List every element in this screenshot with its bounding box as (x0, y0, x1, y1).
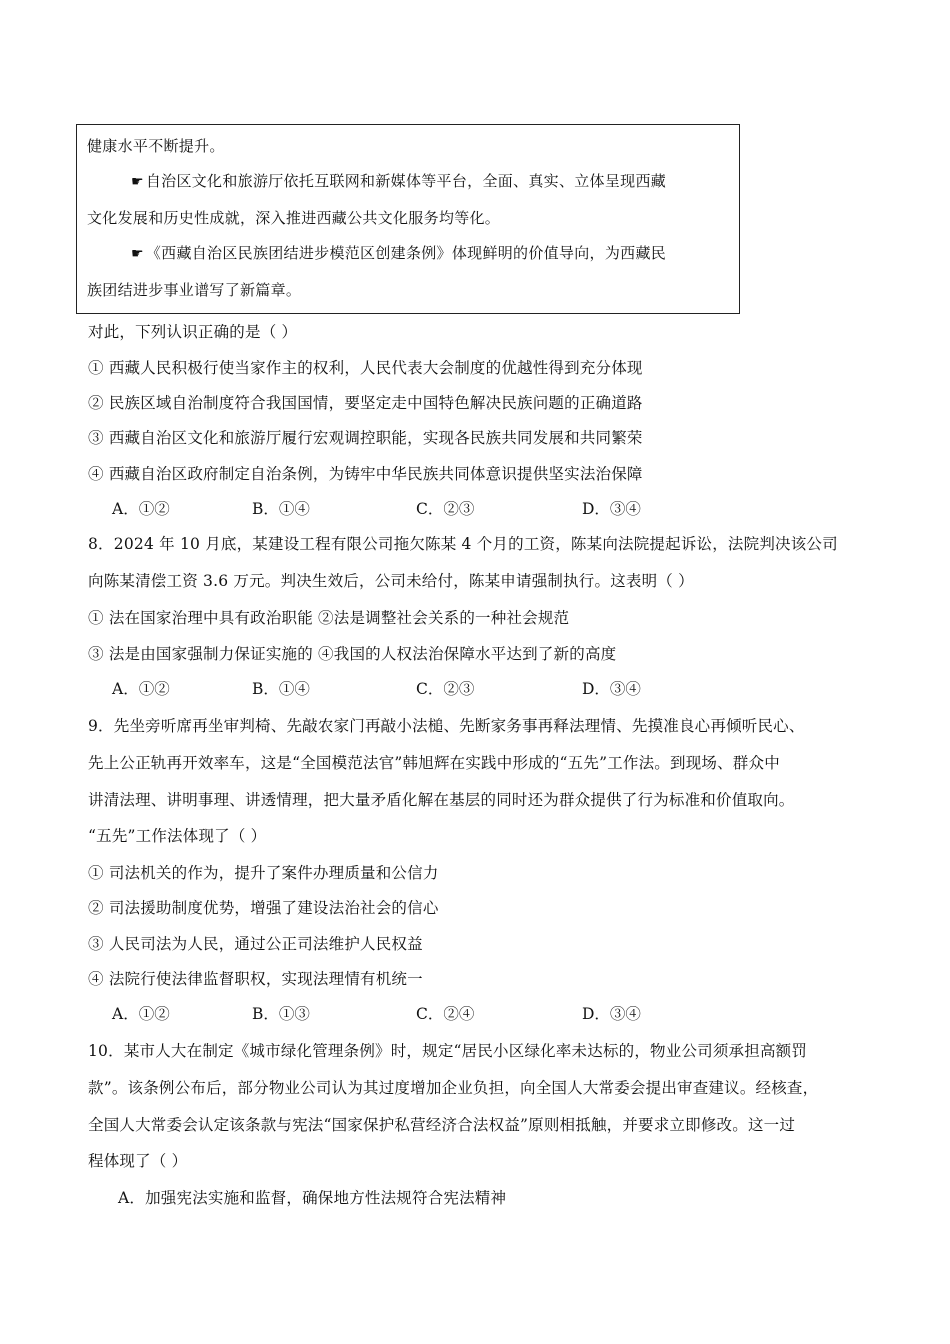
box-text-line: 健康水平不断提升。 (87, 137, 225, 155)
box-text-line: 《西藏自治区民族团结进步模范区创建条例》体现鲜明的价值导向，为西藏民 (145, 244, 667, 262)
option-a[interactable]: A．①② (112, 1005, 170, 1023)
question-item: ③ 法是由国家强制力保证实施的 ④我国的人权法治保障水平达到了新的高度 (88, 645, 617, 663)
question-item: ② 司法援助制度优势，增强了建设法治社会的信心 (88, 899, 439, 917)
question-item: ② 民族区域自治制度符合我国国情，要坚定走中国特色解决民族问题的正确道路 (88, 394, 643, 412)
option-c[interactable]: C．②③ (416, 680, 475, 698)
question-stem: 程体现了（ ） (88, 1152, 188, 1170)
option-b[interactable]: B．①④ (252, 500, 310, 518)
question-stem: 讲清法理、讲明事理、讲透情理，把大量矛盾化解在基层的同时还为群众提供了行为标准和价值取向。 (88, 791, 795, 809)
question-item: ① 法在国家治理中具有政治职能 ②法是调整社会关系的一种社会规范 (88, 609, 570, 627)
option-d[interactable]: D．③④ (582, 500, 641, 518)
question-stem: 8．2024 年 10 月底，某建设工程有限公司拖欠陈某 4 个月的工资，陈某向法院提起诉讼，法院判决该公司 (88, 535, 838, 553)
option-a[interactable]: A．①② (112, 500, 170, 518)
material-box (76, 124, 740, 314)
option-d[interactable]: D．③④ (582, 1005, 641, 1023)
option-c[interactable]: C．②③ (416, 500, 475, 518)
question-stem: 先上公正轨再开效率车，这是“全国模范法官”韩旭辉在实践中形成的“五先”工作法。到现场、群众中 (88, 754, 780, 772)
question-stem: 款”。该条例公布后，部分物业公司认为其过度增加企业负担，向全国人大常委会提出审查建议。经核查， (88, 1079, 819, 1097)
box-text-line: 族团结进步事业谱写了新篇章。 (87, 281, 302, 299)
box-paragraph-3 (131, 242, 666, 263)
question-item: ④ 法院行使法律监督职权，实现法理情有机统一 (88, 970, 423, 988)
option-b[interactable]: B．①③ (252, 1005, 310, 1023)
question-stem: 对此，下列认识正确的是（ ） (88, 323, 298, 341)
question-stem: 10．某市人大在制定《城市绿化管理条例》时，规定“居民小区绿化率未达标的，物业公司须承担高额罚 (88, 1042, 808, 1060)
box-text-line: 自治区文化和旅游厅依托互联网和新媒体等平台，全面、真实、立体呈现西藏 (145, 172, 667, 190)
option-d[interactable]: D．③④ (582, 680, 641, 698)
box-paragraph-2 (131, 170, 666, 191)
question-item: ① 司法机关的作为，提升了案件办理质量和公信力 (88, 864, 439, 882)
question-item: ③ 西藏自治区文化和旅游厅履行宏观调控职能，实现各民族共同发展和共同繁荣 (88, 429, 643, 447)
option-a[interactable]: A．加强宪法实施和监督，确保地方性法规符合宪法精神 (118, 1189, 507, 1207)
question-stem: “五先”工作法体现了（ ） (88, 827, 267, 845)
question-stem: 全国人大常委会认定该条款与宪法“国家保护私营经济合法权益”原则相抵触，并要求立即修改。这一过 (88, 1116, 796, 1134)
pointing-hand-icon: ☛ (131, 246, 144, 262)
question-item: ③ 人民司法为人民，通过公正司法维护人民权益 (88, 935, 423, 953)
question-item: ① 西藏人民积极行使当家作主的权利，人民代表大会制度的优越性得到充分体现 (88, 359, 643, 377)
pointing-hand-icon: ☛ (131, 174, 144, 190)
option-c[interactable]: C．②④ (416, 1005, 475, 1023)
box-text-line: 文化发展和历史性成就，深入推进西藏公共文化服务均等化。 (87, 209, 501, 227)
option-a[interactable]: A．①② (112, 680, 170, 698)
question-stem: 9．先坐旁听席再坐审判椅、先敲农家门再敲小法槌、先断家务事再释法理情、先摸准良心再倾听民心、 (88, 717, 805, 735)
question-item: ④ 西藏自治区政府制定自治条例，为铸牢中华民族共同体意识提供坚实法治保障 (88, 465, 643, 483)
option-b[interactable]: B．①④ (252, 680, 310, 698)
question-stem: 向陈某清偿工资 3.6 万元。判决生效后，公司未给付，陈某申请强制执行。这表明（ ） (88, 572, 694, 590)
